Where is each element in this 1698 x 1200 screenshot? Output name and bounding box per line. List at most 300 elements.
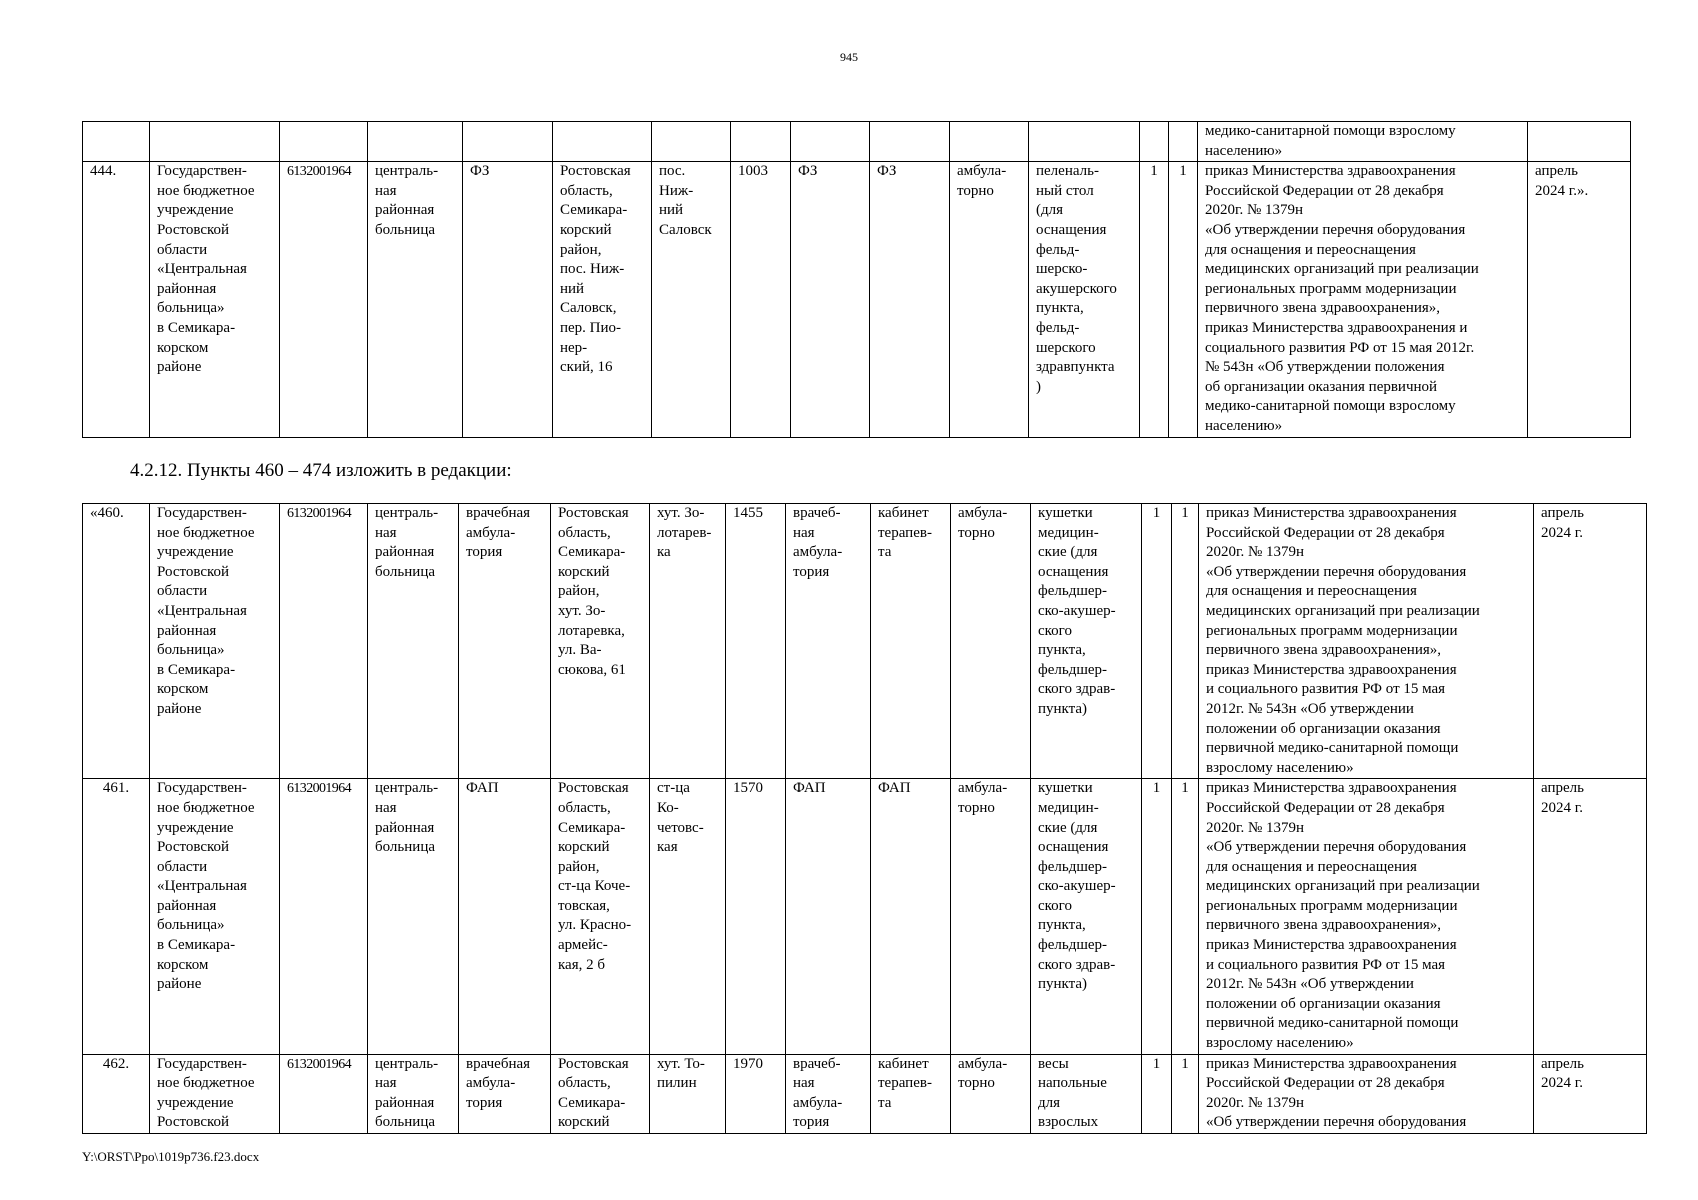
- cell-line: корский: [558, 839, 610, 856]
- cell-quantity-1: [1142, 779, 1172, 1054]
- cell-line: ное бюджетное: [157, 799, 255, 816]
- cell-line: 2012г. № 543н «Об утверждении: [1206, 700, 1414, 717]
- cell-line: апрель: [1541, 780, 1584, 797]
- cell-legal-basis: [1199, 1054, 1534, 1133]
- cell-line: 2020г. № 1379н: [1206, 544, 1305, 561]
- page-number: 945: [840, 50, 858, 64]
- cell-line: социального развития РФ от 15 мая 2012г.: [1205, 339, 1475, 356]
- cell-line: «Об утверждении перечня оборудования: [1206, 1114, 1467, 1131]
- cell-inn: [280, 162, 368, 437]
- cell-line: 2024 г.: [1541, 799, 1583, 816]
- cell-line: ул. Ва-: [558, 642, 602, 659]
- cell-line: приказ Министерства здравоохранения и: [1205, 319, 1468, 336]
- cell-subdivision: [791, 122, 870, 162]
- cell-line: хут. Зо-: [558, 602, 606, 619]
- cell-line: 2020г. № 1379н: [1206, 819, 1305, 836]
- cell-line: ФАП: [878, 780, 911, 797]
- cell-line: ФАП: [466, 780, 499, 797]
- cell-line: взрослому населению»: [1206, 759, 1354, 776]
- cell-line: ул. Красно-: [558, 917, 632, 934]
- cell-line: корский: [560, 221, 612, 238]
- cell-line: для: [1038, 1094, 1061, 1111]
- cell-line: ские (для: [1038, 544, 1098, 561]
- cell-line: амбула-: [958, 505, 1008, 521]
- cell-line: Семикара-: [558, 544, 626, 561]
- cell-line: медицинских организаций при реализации: [1206, 602, 1480, 619]
- cell-line: централь-: [375, 505, 439, 521]
- cell-line: район,: [558, 583, 600, 600]
- cell-line: Российской Федерации от 28 декабря: [1206, 1075, 1445, 1092]
- cell-line: напольные: [1038, 1075, 1107, 1092]
- cell-locality: [650, 779, 726, 1054]
- cell-line: районная: [157, 622, 217, 639]
- cell-line: ная: [375, 1075, 397, 1092]
- cell-line: ная: [375, 799, 397, 816]
- cell-line: ное бюджетное: [157, 1075, 255, 1092]
- cell-term: [1534, 1054, 1647, 1133]
- cell-line: район,: [558, 858, 600, 875]
- cell-locality: [652, 162, 731, 437]
- cell-quantity-2: [1172, 1054, 1199, 1133]
- cell-line: апрель: [1541, 1055, 1584, 1072]
- cell-line: та: [878, 1094, 892, 1111]
- cell-equipment: [1031, 504, 1142, 779]
- cell-line: ный стол: [1036, 182, 1094, 199]
- cell-line: ная: [793, 524, 815, 541]
- cell-line: пос. Ниж-: [560, 261, 625, 278]
- cell-organization: [150, 122, 280, 162]
- cell-organization: [150, 504, 280, 779]
- cell-line: пункта,: [1036, 300, 1084, 317]
- cell-inn: [280, 1054, 368, 1133]
- cell-line: 1: [1181, 1055, 1189, 1072]
- cell-line: [877, 122, 942, 142]
- cell-line: [957, 122, 1021, 142]
- cell-line: амбула-: [957, 163, 1007, 180]
- cell-line: районная: [375, 544, 435, 561]
- cell-line: корский: [558, 563, 610, 580]
- cell-line: первичного звена здравоохранения»,: [1206, 917, 1442, 934]
- cell-line: ФЗ: [470, 163, 490, 180]
- cell-line: Саловск: [659, 221, 712, 238]
- cell-line: торно: [958, 524, 995, 541]
- cell-line: 1003: [738, 163, 768, 180]
- cell-subdivision: [786, 504, 871, 779]
- cell-quantity-1: [1142, 1054, 1172, 1133]
- cell-inn: [280, 504, 368, 779]
- cell-line: ский, 16: [560, 359, 613, 376]
- cell-line: больница: [375, 839, 435, 856]
- cell-line: населению»: [1205, 417, 1283, 434]
- cell-line: корском: [157, 339, 209, 356]
- cell-population: [726, 504, 786, 779]
- cell-line: здравпункта: [1036, 359, 1115, 376]
- cell-line: взрослых: [1038, 1114, 1099, 1131]
- cell-line: кая: [657, 839, 678, 856]
- cell-inn: [280, 122, 368, 162]
- cell-line: лотаревка,: [558, 622, 625, 639]
- cell-line: хут. То-: [657, 1055, 705, 1072]
- cell-line: 2024 г.: [1541, 524, 1583, 541]
- cell-equipment: [1029, 162, 1140, 437]
- cell-line: оснащения: [1036, 221, 1107, 238]
- cell-line: [287, 122, 360, 142]
- table-row: [83, 504, 1647, 779]
- cell-room: [871, 779, 951, 1054]
- cell-quantity-1: [1140, 122, 1169, 162]
- cell-term: [1534, 504, 1647, 779]
- cell-line: Государствен-: [157, 505, 247, 521]
- cell-line: 2012г. № 543н «Об утверждении: [1206, 976, 1414, 993]
- cell-line: взрослому населению»: [1206, 1035, 1354, 1052]
- cell-line: нер-: [560, 339, 588, 356]
- cell-line: кушетки: [1038, 505, 1093, 521]
- cell-care-form: [951, 1054, 1031, 1133]
- cell-line: первичного звена здравоохранения»,: [1205, 300, 1441, 317]
- cell-line: оснащения: [1038, 839, 1109, 856]
- cell-line: торно: [958, 1075, 995, 1092]
- cell-line: пилин: [657, 1075, 697, 1092]
- cell-line: Российской Федерации от 28 декабря: [1205, 182, 1444, 199]
- cell-line: ): [1036, 378, 1041, 395]
- cell-quantity-1: [1142, 504, 1172, 779]
- cell-line: товская,: [558, 897, 610, 914]
- cell-line: «Об утверждении перечня оборудования: [1206, 563, 1467, 580]
- cell-line: больница: [375, 563, 435, 580]
- cell-line: региональных программ модернизации: [1206, 897, 1458, 914]
- cell-line: области: [157, 583, 208, 600]
- cell-line: пункта,: [1038, 917, 1086, 934]
- cell-subdivision: [786, 1054, 871, 1133]
- cell-line: 462.: [102, 1055, 130, 1072]
- cell-equipment: [1031, 1054, 1142, 1133]
- cell-line: учреждение: [157, 1094, 234, 1111]
- cell-line: 2020г. № 1379н: [1206, 1094, 1305, 1111]
- cell-line: «Центральная: [157, 878, 247, 895]
- cell-line: ского: [1038, 622, 1072, 639]
- cell-line: тория: [793, 1114, 830, 1131]
- cell-line: [157, 122, 272, 142]
- cell-line: районная: [157, 280, 217, 297]
- cell-line: 2024 г.».: [1535, 182, 1589, 199]
- cell-line: область,: [560, 182, 613, 199]
- cell-line: ФАП: [793, 780, 826, 797]
- cell-term: [1528, 122, 1631, 162]
- cell-line: кабинет: [878, 505, 929, 521]
- cell-line: терапев-: [878, 1075, 932, 1092]
- cell-line: для оснащения и переоснащения: [1206, 858, 1417, 875]
- cell-line: кушетки: [1038, 780, 1093, 797]
- cell-line: весы: [1038, 1055, 1069, 1072]
- cell-line: амбула-: [793, 544, 843, 561]
- cell-line: 6132001964: [287, 781, 352, 797]
- cell-line: Ко-: [657, 799, 679, 816]
- cell-line: ско-акушер-: [1038, 602, 1116, 619]
- cell-line: приказ Министерства здравоохранения: [1206, 505, 1457, 521]
- cell-line: 2020г. № 1379н: [1205, 202, 1304, 219]
- cell-line: амбула-: [958, 1055, 1008, 1072]
- table-top: [82, 121, 1631, 438]
- cell-line: положении об организации оказания: [1206, 995, 1441, 1012]
- cell-line: Российской Федерации от 28 декабря: [1206, 799, 1445, 816]
- cell-subdivision: [791, 162, 870, 437]
- cell-line: Саловск,: [560, 300, 617, 317]
- cell-number: [83, 779, 150, 1054]
- cell-line: медицинских организаций при реализации: [1205, 261, 1479, 278]
- footer-path: Y:\ORST\Ppo\1019p736.f23.docx: [82, 1149, 260, 1164]
- cell-equipment: [1031, 779, 1142, 1054]
- cell-address: [551, 779, 650, 1054]
- cell-line: районе: [157, 359, 202, 376]
- cell-population: [726, 779, 786, 1054]
- cell-line: врачеб-: [793, 1055, 841, 1072]
- cell-line: врачебная: [466, 1055, 531, 1072]
- cell-line: апрель: [1535, 163, 1578, 180]
- cell-line: Семикара-: [560, 202, 628, 219]
- cell-line: ная: [375, 524, 397, 541]
- cell-line: [375, 122, 455, 142]
- cell-address: [553, 162, 652, 437]
- cell-org-type: [368, 162, 463, 437]
- cell-care-form: [951, 504, 1031, 779]
- cell-line: пункта): [1038, 700, 1088, 717]
- cell-locality: [650, 1054, 726, 1133]
- table-row: [83, 162, 1631, 437]
- cell-room: [871, 1054, 951, 1133]
- cell-subdivision: [786, 779, 871, 1054]
- cell-room: [870, 162, 950, 437]
- table-main: [82, 503, 1647, 1134]
- cell-line: ное бюджетное: [157, 524, 255, 541]
- cell-line: 2024 г.: [1541, 1075, 1583, 1092]
- cell-line: ского здрав-: [1038, 956, 1116, 973]
- cell-care-form: [951, 779, 1031, 1054]
- cell-line: апрель: [1541, 505, 1584, 521]
- cell-line: фельдшер-: [1038, 583, 1108, 600]
- cell-population: [731, 162, 791, 437]
- cell-line: районе: [157, 700, 202, 717]
- cell-line: шерского: [1036, 339, 1096, 356]
- cell-line: 1970: [733, 1055, 763, 1072]
- cell-line: ний: [560, 280, 585, 297]
- cell-legal-basis: [1199, 504, 1534, 779]
- cell-line: [1147, 122, 1161, 142]
- cell-legal-basis: [1199, 779, 1534, 1054]
- cell-line: Российской Федерации от 28 декабря: [1206, 524, 1445, 541]
- cell-number: [83, 504, 150, 779]
- cell-line: ное бюджетное: [157, 182, 255, 199]
- cell-line: учреждение: [157, 202, 234, 219]
- cell-room: [871, 504, 951, 779]
- cell-line: 6132001964: [287, 1056, 352, 1072]
- cell-line: больница: [375, 1114, 435, 1131]
- cell-line: 6132001964: [287, 164, 352, 180]
- cell-care-form: [950, 162, 1029, 437]
- cell-line: ст-ца Коче-: [558, 878, 631, 895]
- cell-line: [470, 122, 545, 142]
- cell-line: больница: [375, 221, 435, 238]
- cell-line: ст-ца: [657, 780, 690, 797]
- cell-line: район,: [560, 241, 602, 258]
- cell-line: Ростовская: [558, 1055, 629, 1072]
- cell-line: «460.: [90, 505, 124, 521]
- cell-line: «Центральная: [157, 261, 247, 278]
- cell-line: [1535, 122, 1623, 142]
- cell-line: ско-акушер-: [1038, 878, 1116, 895]
- cell-line: амбула-: [466, 1075, 516, 1092]
- cell-line: учреждение: [157, 819, 234, 836]
- cell-line: районная: [375, 1094, 435, 1111]
- cell-inn: [280, 779, 368, 1054]
- cell-line: 1: [1179, 163, 1187, 180]
- cell-line: терапев-: [878, 524, 932, 541]
- cell-line: 461.: [102, 780, 130, 797]
- cell-line: 444.: [90, 163, 117, 180]
- cell-line: фельдшер-: [1038, 858, 1108, 875]
- cell-line: районе: [157, 976, 202, 993]
- cell-line: корском: [157, 956, 209, 973]
- cell-line: [1176, 122, 1190, 142]
- cell-unit: [463, 162, 553, 437]
- cell-org-type: [368, 1054, 459, 1133]
- cell-line: для оснащения и переоснащения: [1206, 583, 1417, 600]
- cell-line: Ниж-: [659, 182, 694, 199]
- cell-line: Государствен-: [157, 780, 247, 797]
- cell-line: акушерского: [1036, 280, 1117, 297]
- cell-line: и социального развития РФ от 15 мая: [1206, 681, 1446, 698]
- cell-line: медицинских организаций при реализации: [1206, 878, 1480, 895]
- cell-line: приказ Министерства здравоохранения: [1206, 937, 1457, 954]
- cell-line: приказ Министерства здравоохранения: [1205, 163, 1456, 180]
- cell-number: [83, 1054, 150, 1133]
- cell-line: 1: [1152, 780, 1161, 797]
- cell-line: кабинет: [878, 1055, 929, 1072]
- cell-line: фельд-: [1036, 319, 1080, 336]
- cell-term: [1534, 779, 1647, 1054]
- cell-equipment: [1029, 122, 1140, 162]
- cell-line: централь-: [375, 780, 439, 797]
- cell-line: Семикара-: [558, 819, 626, 836]
- cell-line: сюкова, 61: [558, 661, 626, 678]
- cell-line: Ростовская: [560, 163, 631, 180]
- cell-line: ФЗ: [798, 163, 818, 180]
- cell-line: торно: [957, 182, 994, 199]
- cell-line: [560, 122, 644, 142]
- cell-address: [551, 504, 650, 779]
- cell-line: пункта): [1038, 976, 1088, 993]
- cell-line: в Семикара-: [157, 937, 236, 954]
- cell-legal-basis: [1198, 122, 1528, 162]
- cell-line: область,: [558, 524, 611, 541]
- cell-line: положении об организации оказания: [1206, 720, 1441, 737]
- cell-line: армейс-: [558, 937, 608, 954]
- cell-line: «Центральная: [157, 602, 247, 619]
- table-row: [83, 779, 1647, 1054]
- cell-line: ские (для: [1038, 819, 1098, 836]
- cell-line: ка: [657, 544, 671, 561]
- cell-line: «Об утверждении перечня оборудования: [1206, 839, 1467, 856]
- cell-org-type: [368, 779, 459, 1054]
- cell-line: первичного звена здравоохранения»,: [1206, 642, 1442, 659]
- cell-line: 1: [1152, 505, 1161, 521]
- cell-line: фельдшер-: [1038, 661, 1108, 678]
- cell-line: ная: [793, 1075, 815, 1092]
- cell-address: [551, 1054, 650, 1133]
- cell-line: 1455: [733, 505, 763, 521]
- cell-line: приказ Министерства здравоохранения: [1206, 780, 1457, 797]
- cell-line: торно: [958, 799, 995, 816]
- cell-line: ского: [1038, 897, 1072, 914]
- cell-line: пос.: [659, 163, 686, 180]
- cell-line: 1: [1150, 163, 1158, 180]
- cell-line: медицин-: [1038, 524, 1099, 541]
- cell-line: региональных программ модернизации: [1206, 622, 1458, 639]
- cell-line: оснащения: [1038, 563, 1109, 580]
- cell-organization: [150, 779, 280, 1054]
- table-row: [83, 122, 1631, 162]
- cell-line: амбула-: [466, 524, 516, 541]
- cell-org-type: [368, 504, 459, 779]
- cell-line: хут. Зо-: [657, 505, 705, 521]
- cell-unit: [463, 122, 553, 162]
- cell-line: фельдшер-: [1038, 937, 1108, 954]
- cell-line: и социального развития РФ от 15 мая: [1206, 956, 1446, 973]
- cell-line: область,: [558, 1075, 611, 1092]
- cell-unit: [459, 1054, 551, 1133]
- cell-line: [798, 122, 862, 142]
- cell-line: Государствен-: [157, 1055, 247, 1072]
- cell-line: лотарев-: [657, 524, 712, 541]
- cell-line: 1570: [733, 780, 763, 797]
- cell-room: [870, 122, 950, 162]
- cell-line: тория: [793, 563, 830, 580]
- cell-quantity-2: [1169, 122, 1198, 162]
- cell-line: пер. Пио-: [560, 319, 622, 336]
- cell-line: ского здрав-: [1038, 681, 1116, 698]
- cell-number: [83, 122, 150, 162]
- cell-line: приказ Министерства здравоохранения: [1206, 661, 1457, 678]
- cell-line: больница»: [157, 300, 225, 317]
- cell-unit: [459, 504, 551, 779]
- cell-line: учреждение: [157, 544, 234, 561]
- cell-population: [726, 1054, 786, 1133]
- cell-line: Семикара-: [558, 1094, 626, 1111]
- cell-organization: [150, 162, 280, 437]
- cell-line: 6132001964: [287, 506, 352, 521]
- cell-locality: [650, 504, 726, 779]
- cell-line: районная: [375, 202, 435, 219]
- cell-line: Ростовской: [157, 221, 230, 238]
- cell-line: в Семикара-: [157, 661, 236, 678]
- table-row: [83, 1054, 1647, 1133]
- cell-line: [659, 122, 723, 142]
- cell-line: врачебная: [466, 505, 531, 521]
- cell-line: (для: [1036, 202, 1064, 219]
- cell-line: первичной медико-санитарной помощи: [1206, 1015, 1459, 1032]
- cell-line: область,: [558, 799, 611, 816]
- cell-line: четовс-: [657, 819, 704, 836]
- cell-line: области: [157, 858, 208, 875]
- cell-line: об организации оказания первичной: [1205, 378, 1438, 395]
- cell-line: региональных программ модернизации: [1205, 280, 1457, 297]
- cell-line: больница»: [157, 917, 225, 934]
- cell-line: Ростовской: [157, 563, 230, 580]
- cell-line: больница»: [157, 642, 225, 659]
- cell-quantity-2: [1169, 162, 1198, 437]
- section-heading: 4.2.12. Пункты 460 – 474 изложить в редакции:: [130, 460, 512, 481]
- cell-line: Ростовской: [157, 1114, 230, 1131]
- cell-care-form: [950, 122, 1029, 162]
